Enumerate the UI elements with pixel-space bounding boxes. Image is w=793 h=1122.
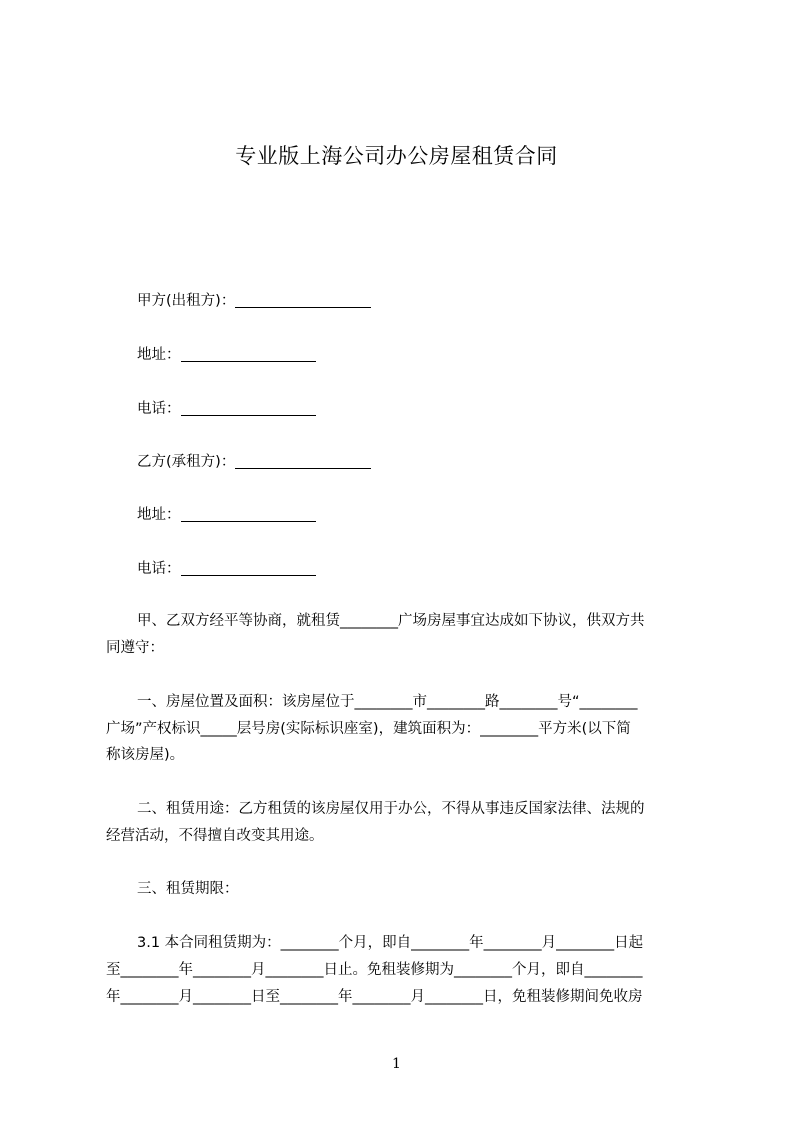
party-b-phone-blank [181,560,316,576]
document-title: 专业版上海公司办公房屋租赁合同 [235,144,558,168]
section1-line-2: 广场”产权标识_____层号房(实际标识座室)，建筑面积为：________平方米(以下简 [106,721,631,737]
clause31-line-2: 至________年________月________日止。免租装修期为________个月，即自________ [106,962,643,978]
intro-line-2: 同遵守： [106,640,164,656]
party-b-address-label: 地址： [137,507,181,523]
party-a-field [137,291,371,311]
clause31-line-1: 3.1 本合同租赁期为：________个月，即自________年________月________日起 [137,935,644,951]
section2-line-2: 经营活动，不得擅自改变其用途。 [106,828,324,844]
section1-line-1: 一、房屋位置及面积：该房屋位于________市________路________号“________ [137,694,638,710]
party-a-phone-label: 电话： [137,401,181,417]
party-a-label: 甲方(出租方)： [137,293,236,309]
party-b-phone-label: 电话： [137,561,181,577]
party-b-field [137,452,371,472]
party-a-address-label: 地址： [137,347,181,363]
party-a-address-blank [181,346,316,362]
party-a-phone-blank [181,400,316,416]
page-number: 1 [392,1056,401,1072]
party-b-label: 乙方(承租方)： [137,454,236,470]
section2-line-1: 二、租赁用途：乙方租赁的该房屋仅用于办公，不得从事违反国家法律、法规的 [137,801,645,817]
party-a-address-field [137,345,316,365]
party-a-phone-field [137,399,316,419]
party-a-blank [235,292,371,308]
section1-line-3: 称该房屋)。 [106,747,185,763]
party-b-address-blank [181,506,316,522]
party-b-address-field [137,505,316,525]
section3-heading: 三、租赁期限： [137,881,239,897]
clause31-line-3: 年________月________日至________年________月________日，免租装修期间免收房 [106,989,643,1005]
party-b-phone-field [137,559,316,579]
intro-line-1: 甲、乙双方经平等协商，就租赁________广场房屋事宜达成如下协议，供双方共 [137,613,645,629]
party-b-blank [235,453,371,469]
